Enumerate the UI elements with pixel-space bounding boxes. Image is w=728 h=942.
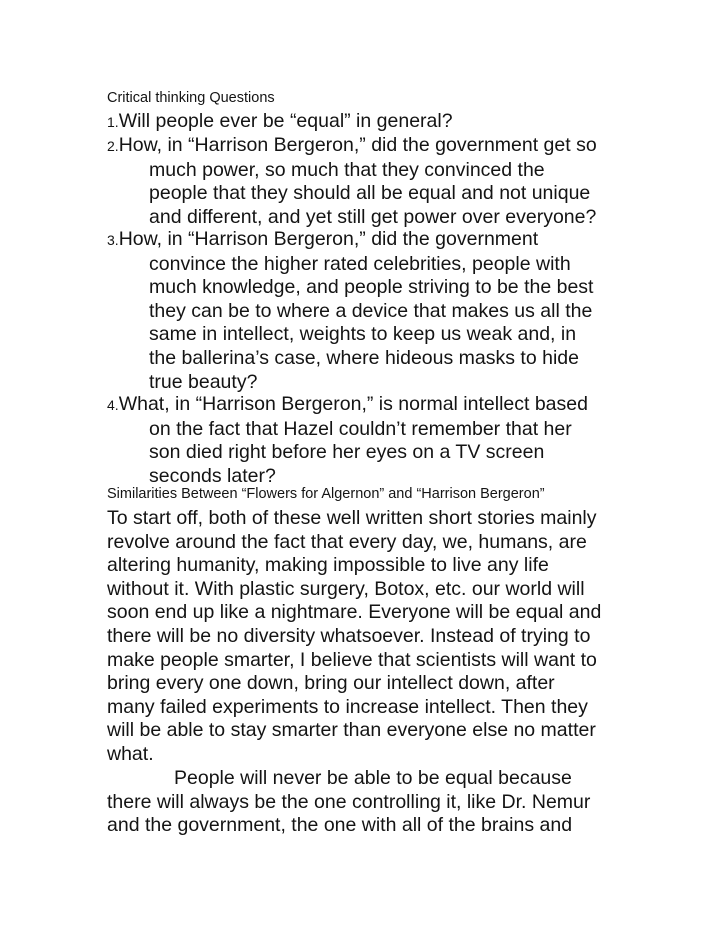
- question-number: 3.: [107, 232, 119, 248]
- question-number: 4.: [107, 397, 119, 413]
- similarities-heading: Similarities Between “Flowers for Algernon” and “Harrison Bergeron”: [107, 486, 545, 502]
- essay-paragraph-2: [107, 767, 627, 838]
- question-line: same in intellect, weights to keep us weak and, in: [149, 323, 577, 346]
- paragraph-line: bring every one down, bring our intellect down, after: [107, 672, 555, 695]
- question-line: people that they should all be equal and not unique: [149, 182, 591, 205]
- question-line: much knowledge, and people striving to be the best: [149, 276, 594, 299]
- question-text: How, in “Harrison Bergeron,” did the government: [118, 228, 539, 250]
- question-line: [107, 228, 627, 253]
- paragraph-line: soon end up like a nightmare. Everyone will be equal and: [107, 601, 602, 624]
- paragraph-line: and the government, the one with all of the brains and: [107, 814, 573, 837]
- paragraph-line: revolve around the fact that every day, we, humans, are: [107, 530, 587, 553]
- question-line: much power, so much that they convinced the: [149, 158, 545, 181]
- question-2: [107, 134, 627, 229]
- paragraph-line: what.: [107, 742, 154, 765]
- question-line: true beauty?: [149, 370, 258, 393]
- paragraph-line: will be able to stay smarter than everyone else no matter: [107, 719, 596, 742]
- question-line: [107, 393, 627, 418]
- question-text: Will people ever be “equal” in general?: [118, 110, 453, 132]
- paragraph-line: People will never be able to be equal because: [174, 767, 572, 789]
- question-line: [107, 110, 627, 135]
- question-line: they can be to where a device that makes us all the: [149, 299, 593, 322]
- essay-paragraph-1: [107, 507, 627, 767]
- paragraph-line: there will be no diversity whatsoever. Instead of trying to: [107, 624, 591, 647]
- question-3: [107, 228, 627, 394]
- question-line: convince the higher rated celebrities, people with: [149, 252, 571, 275]
- paragraph-line: To start off, both of these well written short stories mainly: [107, 507, 597, 529]
- question-line: son died right before her eyes on a TV screen: [149, 441, 545, 464]
- critical-thinking-heading: Critical thinking Questions: [107, 90, 275, 106]
- question-line: seconds later?: [149, 464, 276, 487]
- question-line: the ballerina’s case, where hideous masks to hide: [149, 346, 579, 369]
- question-line: [107, 134, 627, 159]
- question-4: [107, 393, 627, 488]
- paragraph-line: many failed experiments to increase intellect. Then they: [107, 695, 588, 718]
- question-number: 2.: [107, 138, 119, 154]
- question-text: What, in “Harrison Bergeron,” is normal intellect based: [118, 393, 588, 415]
- paragraph-line: make people smarter, I believe that scientists will want to: [107, 648, 597, 671]
- paragraph-line: altering humanity, making impossible to live any life: [107, 554, 549, 577]
- question-line: on the fact that Hazel couldn’t remember that her: [149, 417, 572, 440]
- question-line: and different, and yet still get power over everyone?: [149, 205, 597, 228]
- paragraph-line: without it. With plastic surgery, Botox, etc. our world will: [107, 577, 585, 600]
- question-number: 1.: [107, 114, 119, 130]
- question-1: [107, 110, 627, 135]
- question-text: How, in “Harrison Bergeron,” did the government get so: [118, 134, 597, 156]
- paragraph-line: there will always be the one controlling it, like Dr. Nemur: [107, 790, 591, 813]
